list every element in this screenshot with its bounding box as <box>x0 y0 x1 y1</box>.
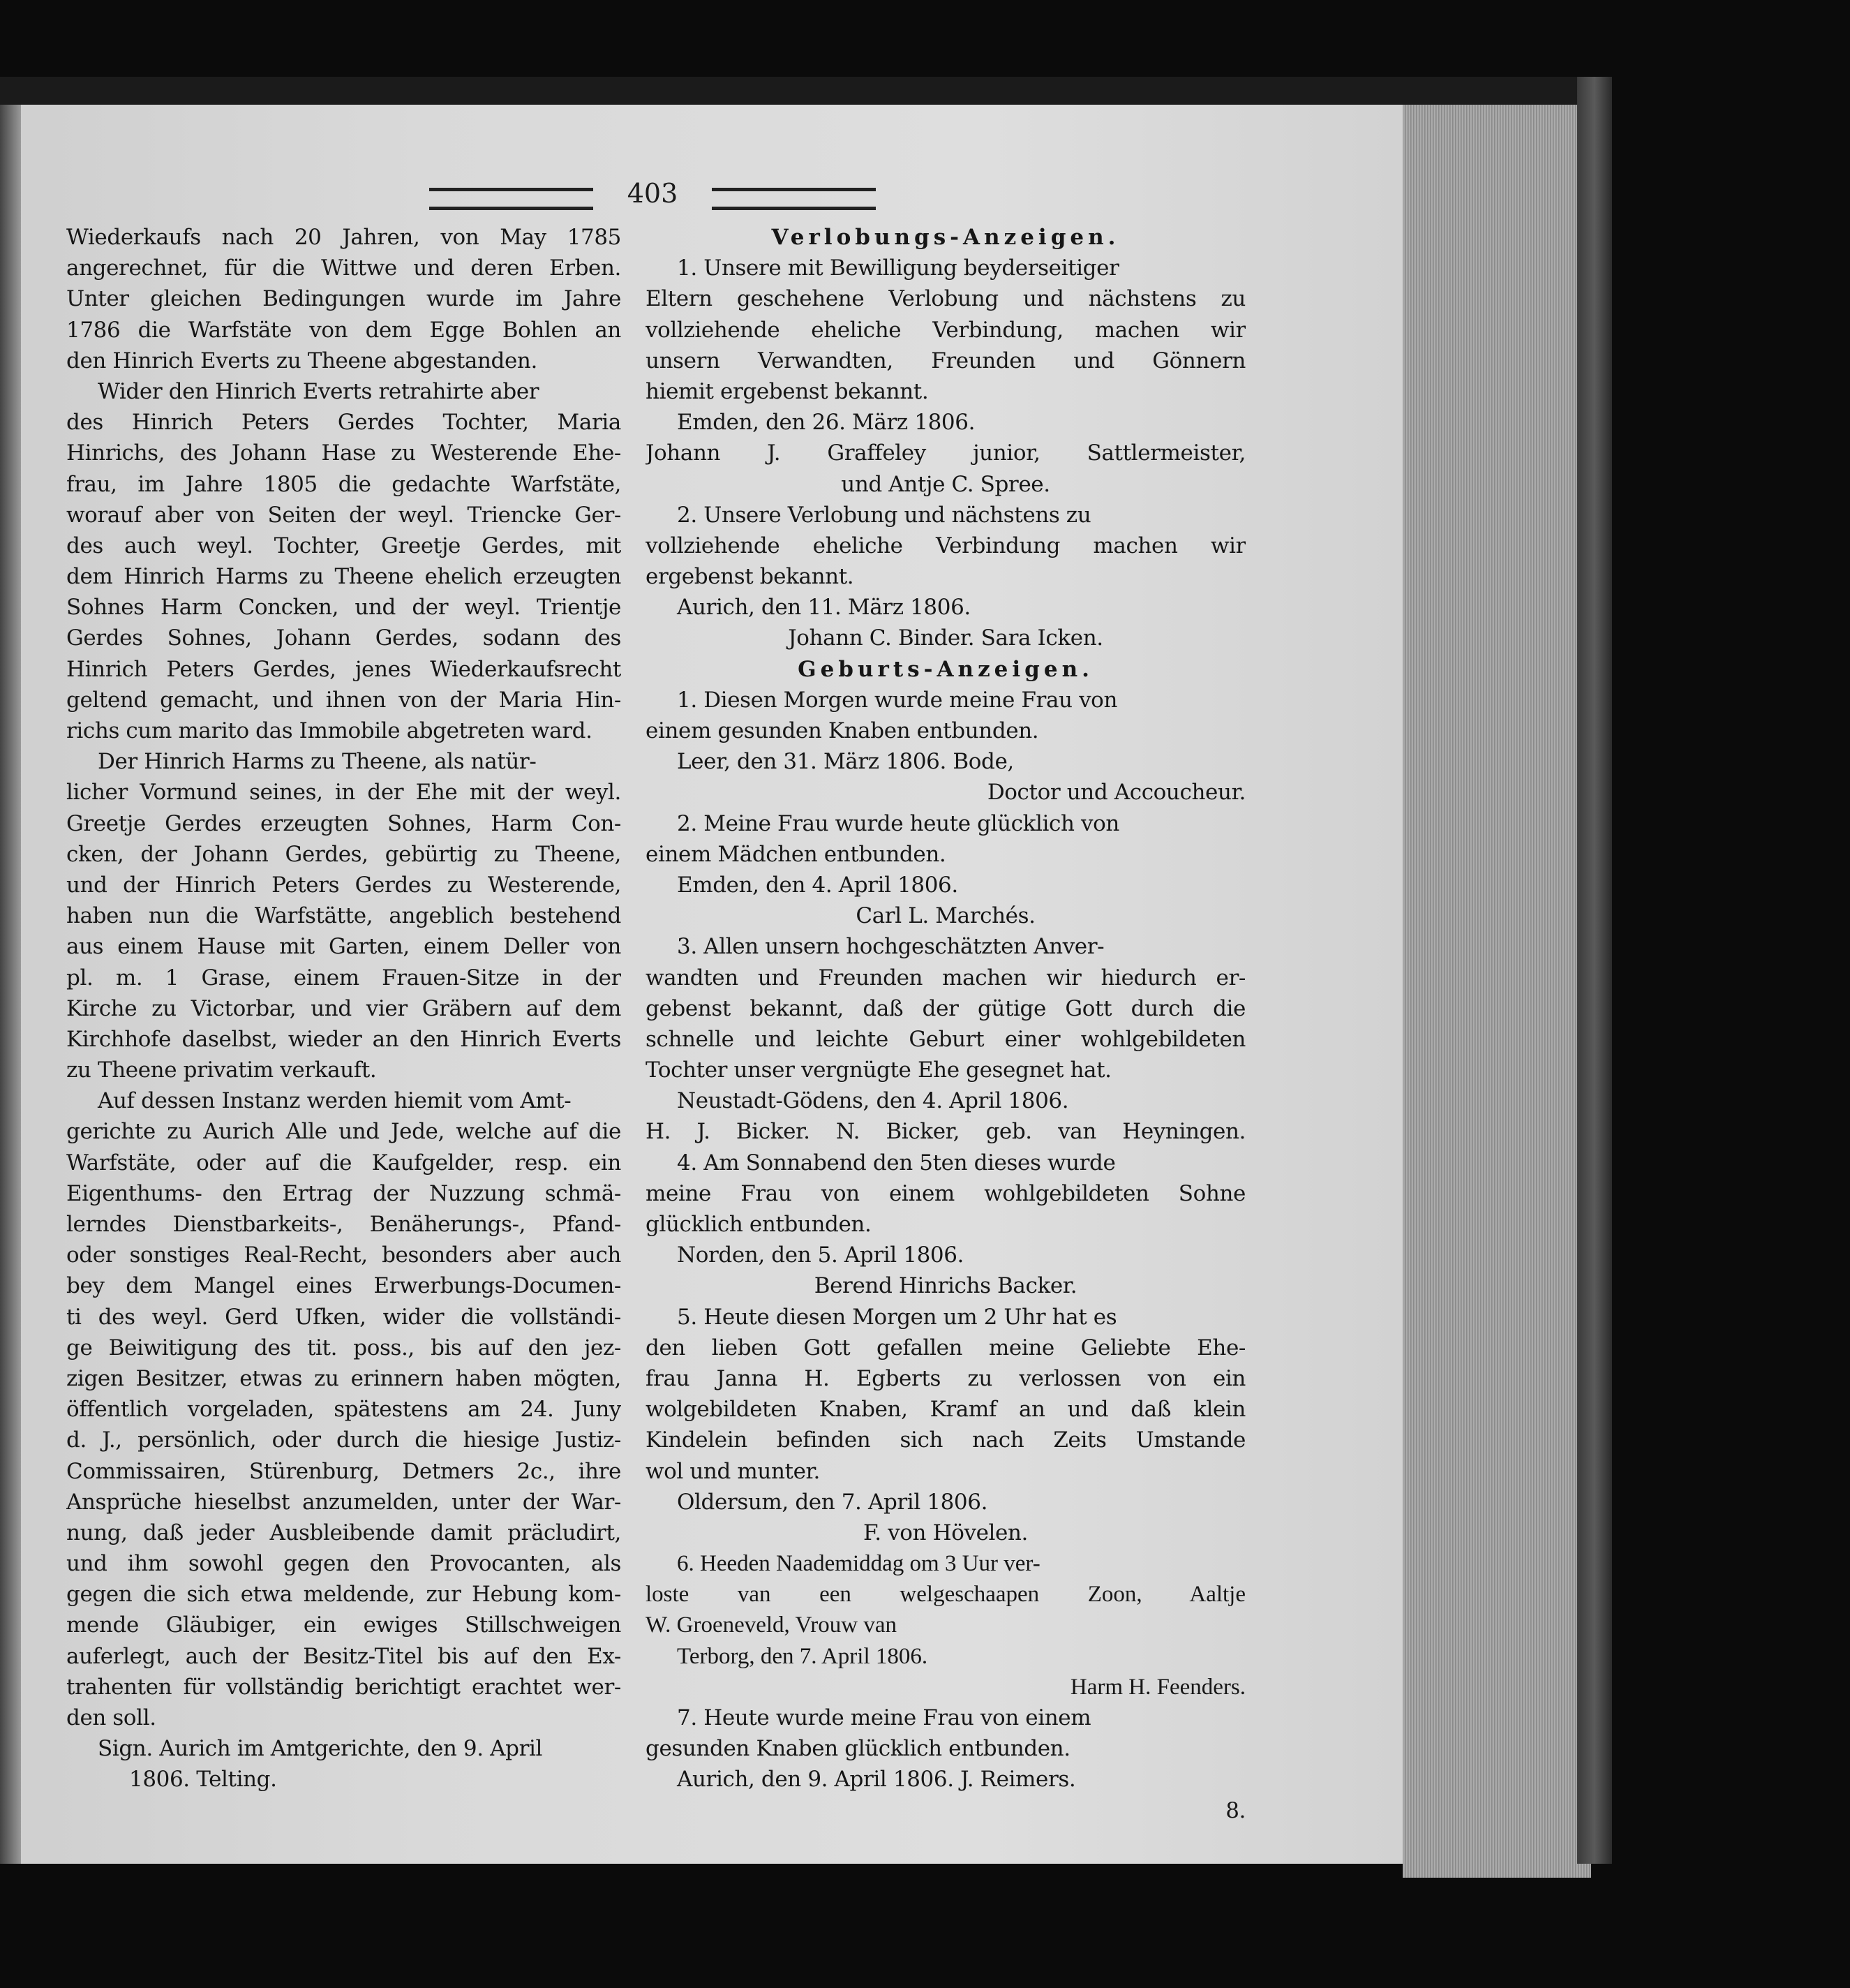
text-line: gerichte zu Aurich Alle und Jede, welche auf die <box>66 1119 621 1145</box>
text-line: vollziehende eheliche Verbindung machen wir <box>646 533 1246 558</box>
text-line: wol und munter. <box>646 1458 820 1484</box>
text-line: wolgebildeten Knaben, Kramf an und daß klein <box>646 1397 1246 1423</box>
text-line: 1786 die Warfstäte von dem Egge Bohlen an <box>66 317 621 343</box>
text-line: angerechnet, für die Wittwe und deren Erben. <box>66 255 621 281</box>
text-line: Harm H. Feenders. <box>1070 1674 1246 1700</box>
text-line: Terborg, den 7. April 1806. <box>677 1643 928 1669</box>
text-line: glücklich entbunden. <box>646 1212 872 1237</box>
text-line: auferlegt, auch der Besitz-Titel bis auf den Ex- <box>66 1643 621 1669</box>
text-line: frau, im Jahre 1805 die gedachte Warfstäte, <box>66 471 621 497</box>
text-line: Johann C. Binder. Sara Icken. <box>788 625 1103 651</box>
page-number: 403 <box>627 178 678 209</box>
text-line: Sign. Aurich im Amtgerichte, den 9. April <box>98 1736 543 1762</box>
header-rule-left <box>429 188 593 210</box>
text-line: trahenten für vollständig berichtigt erachtet wer- <box>66 1674 621 1700</box>
text-line: öffentlich vorgeladen, spätestens am 24. Juny <box>66 1397 621 1423</box>
text-line: Tochter unser vergnügte Ehe gesegnet hat. <box>646 1058 1112 1083</box>
text-line: 1. Diesen Morgen wurde meine Frau von <box>677 687 1118 713</box>
text-line: Gerdes Sohnes, Johann Gerdes, sodann des <box>66 625 621 651</box>
section-heading: Geburts-Anzeigen. <box>798 656 1094 682</box>
text-line: Hinrich Peters Gerdes, jenes Wiederkaufsrecht <box>66 656 621 682</box>
text-line: gesunden Knaben glücklich entbunden. <box>646 1736 1071 1762</box>
text-line: Oldersum, den 7. April 1806. <box>677 1489 988 1515</box>
text-line: Wiederkaufs nach 20 Jahren, von May 1785 <box>66 225 621 250</box>
header-rule-right <box>712 188 876 210</box>
text-line: wandten und Freunden machen wir hiedurch er- <box>646 965 1246 991</box>
text-line: Ansprüche hieselbst anzumelden, unter der War- <box>66 1489 621 1515</box>
text-line: einem Mädchen entbunden. <box>646 841 946 867</box>
text-line: Hinrichs, des Johann Hase zu Westerende Ehe- <box>66 440 621 466</box>
text-line: d. J., persönlich, oder durch die hiesige Justiz- <box>66 1427 621 1453</box>
text-line: Aurich, den 11. März 1806. <box>677 595 971 621</box>
text-line: Kirche zu Victorbar, und vier Gräbern auf dem <box>66 995 621 1021</box>
text-line: worauf aber von Seiten der weyl. Triencke Ger- <box>66 502 621 528</box>
text-line: 7. Heute wurde meine Frau von einem <box>677 1705 1091 1730</box>
text-line: hiemit ergebenst bekannt. <box>646 378 929 404</box>
text-line: ge Beiwitigung des tit. poss., bis auf den jez- <box>66 1335 621 1360</box>
text-line: Berend Hinrichs Backer. <box>814 1273 1077 1299</box>
text-line: Wider den Hinrich Everts retrahirte aber <box>98 378 539 404</box>
text-line: des auch weyl. Tochter, Greetje Gerdes, mit <box>66 533 621 558</box>
text-line: haben nun die Warfstätte, angeblich bestehend <box>66 903 621 929</box>
text-line: mende Gläubiger, ein ewiges Stillschweigen <box>66 1612 621 1638</box>
page-gutter <box>0 105 21 1864</box>
text-line: richs cum marito das Immobile abgetreten ward. <box>66 718 592 743</box>
text-line: Kirchhofe daselbst, wieder an den Hinrich Everts <box>66 1026 621 1052</box>
text-line: Neustadt-Gödens, den 4. April 1806. <box>677 1088 1069 1114</box>
section-heading: Verlobungs-Anzeigen. <box>771 225 1120 250</box>
text-line: 2. Unsere Verlobung und nächstens zu <box>677 502 1091 528</box>
text-line: oder sonstiges Real-Recht, besonders aber auch <box>66 1242 621 1268</box>
text-line: und der Hinrich Peters Gerdes zu Westerende, <box>66 872 621 898</box>
text-line: Carl L. Marchés. <box>856 903 1036 929</box>
text-line: aus einem Hause mit Garten, einem Deller von <box>66 934 621 960</box>
text-line: den lieben Gott gefallen meine Geliebte Ehe- <box>646 1335 1246 1360</box>
text-line: Sohnes Harm Concken, und der weyl. Trientje <box>66 595 621 621</box>
text-line: 5. Heute diesen Morgen um 2 Uhr hat es <box>677 1304 1117 1330</box>
text-line: W. Groeneveld, Vrouw van <box>646 1612 897 1638</box>
text-line: zigen Besitzer, etwas zu erinnern haben mögten, <box>66 1365 621 1391</box>
text-line: vollziehende eheliche Verbindung, machen wir <box>646 317 1246 343</box>
text-line: geltend gemacht, und ihnen von der Maria Hin- <box>66 687 621 713</box>
text-line: Norden, den 5. April 1806. <box>677 1242 964 1268</box>
text-line: Emden, den 4. April 1806. <box>677 872 958 898</box>
text-line: loste van een welgeschaapen Zoon, Aaltje <box>646 1582 1246 1608</box>
text-line: Commissairen, Stürenburg, Detmers 2c., ihre <box>66 1458 621 1484</box>
text-line: Emden, den 26. März 1806. <box>677 410 976 436</box>
text-line: Greetje Gerdes erzeugten Sohnes, Harm Con- <box>66 810 621 836</box>
text-line: Kindelein befinden sich nach Zeits Umstande <box>646 1427 1246 1453</box>
text-line: dem Hinrich Harms zu Theene ehelich erzeugten <box>66 564 621 590</box>
text-line: bey dem Mangel eines Erwerbungs-Documen- <box>66 1273 621 1299</box>
text-line: ergebenst bekannt. <box>646 564 854 590</box>
text-line: 8. <box>1225 1797 1246 1823</box>
text-line: Aurich, den 9. April 1806. J. Reimers. <box>677 1767 1076 1793</box>
text-line: meine Frau von einem wohlgebildeten Sohne <box>646 1180 1246 1206</box>
text-line: einem gesunden Knaben entbunden. <box>646 718 1039 743</box>
text-line: 2. Meine Frau wurde heute glücklich von <box>677 810 1119 836</box>
text-line: lerndes Dienstbarkeits-, Benäherungs-, Pfand- <box>66 1212 621 1237</box>
text-line: 6. Heeden Naademiddag om 3 Uur ver- <box>677 1551 1040 1577</box>
text-line: frau Janna H. Egberts zu verlossen von ein <box>646 1365 1246 1391</box>
text-line: 3. Allen unsern hochgeschätzten Anver- <box>677 934 1105 960</box>
text-line: 4. Am Sonnabend den 5ten dieses wurde <box>677 1150 1116 1175</box>
text-line: gebenst bekannt, daß der gütige Gott durch die <box>646 995 1246 1021</box>
text-line: F. von Hövelen. <box>863 1520 1029 1545</box>
text-line: Johann J. Graffeley junior, Sattlermeister, <box>646 440 1246 466</box>
text-line: nung, daß jeder Ausbleibende damit präcludirt, <box>66 1520 621 1545</box>
text-line: 1. Unsere mit Bewilligung beyderseitiger <box>677 255 1119 281</box>
text-line: zu Theene privatim verkauft. <box>66 1058 377 1083</box>
text-line: ti des weyl. Gerd Ufken, wider die vollständi- <box>66 1304 621 1330</box>
text-line: unsern Verwandten, Freunden und Gönnern <box>646 348 1246 373</box>
left-column <box>66 222 621 1795</box>
text-line: licher Vormund seines, in der Ehe mit der weyl. <box>66 780 621 806</box>
text-line: H. J. Bicker. N. Bicker, geb. van Heyningen. <box>646 1119 1246 1145</box>
book-cover-edge <box>1577 77 1612 1864</box>
text-line: Leer, den 31. März 1806. Bode, <box>677 749 1014 775</box>
text-line: Eigenthums- den Ertrag der Nuzzung schmä- <box>66 1180 621 1206</box>
page-edges <box>1403 105 1591 1878</box>
text-line: und Antje C. Spree. <box>841 471 1050 497</box>
text-line: schnelle und leichte Geburt einer wohlgebildeten <box>646 1026 1246 1052</box>
text-line: Unter gleichen Bedingungen wurde im Jahre <box>66 286 621 312</box>
text-line: Doctor und Accoucheur. <box>987 780 1246 806</box>
text-line: cken, der Johann Gerdes, gebürtig zu Theene, <box>66 841 621 867</box>
text-line: 1806. Telting. <box>129 1767 277 1793</box>
text-line: Auf dessen Instanz werden hiemit vom Amt- <box>98 1088 572 1114</box>
text-line: Der Hinrich Harms zu Theene, als natür- <box>98 749 537 775</box>
text-line: gegen die sich etwa meldende, zur Hebung kom- <box>66 1582 621 1608</box>
text-line: Warfstäte, oder auf die Kaufgelder, resp. ein <box>66 1150 621 1175</box>
text-line: und ihm sowohl gegen den Provocanten, als <box>66 1551 621 1577</box>
text-line: den Hinrich Everts zu Theene abgestanden. <box>66 348 537 373</box>
text-line: pl. m. 1 Grase, einem Frauen-Sitze in der <box>66 965 621 991</box>
text-line: den soll. <box>66 1705 156 1730</box>
text-line: des Hinrich Peters Gerdes Tochter, Maria <box>66 410 621 436</box>
page-header <box>429 178 876 213</box>
right-column <box>646 222 1246 1826</box>
text-line: Eltern geschehene Verlobung und nächstens zu <box>646 286 1246 312</box>
